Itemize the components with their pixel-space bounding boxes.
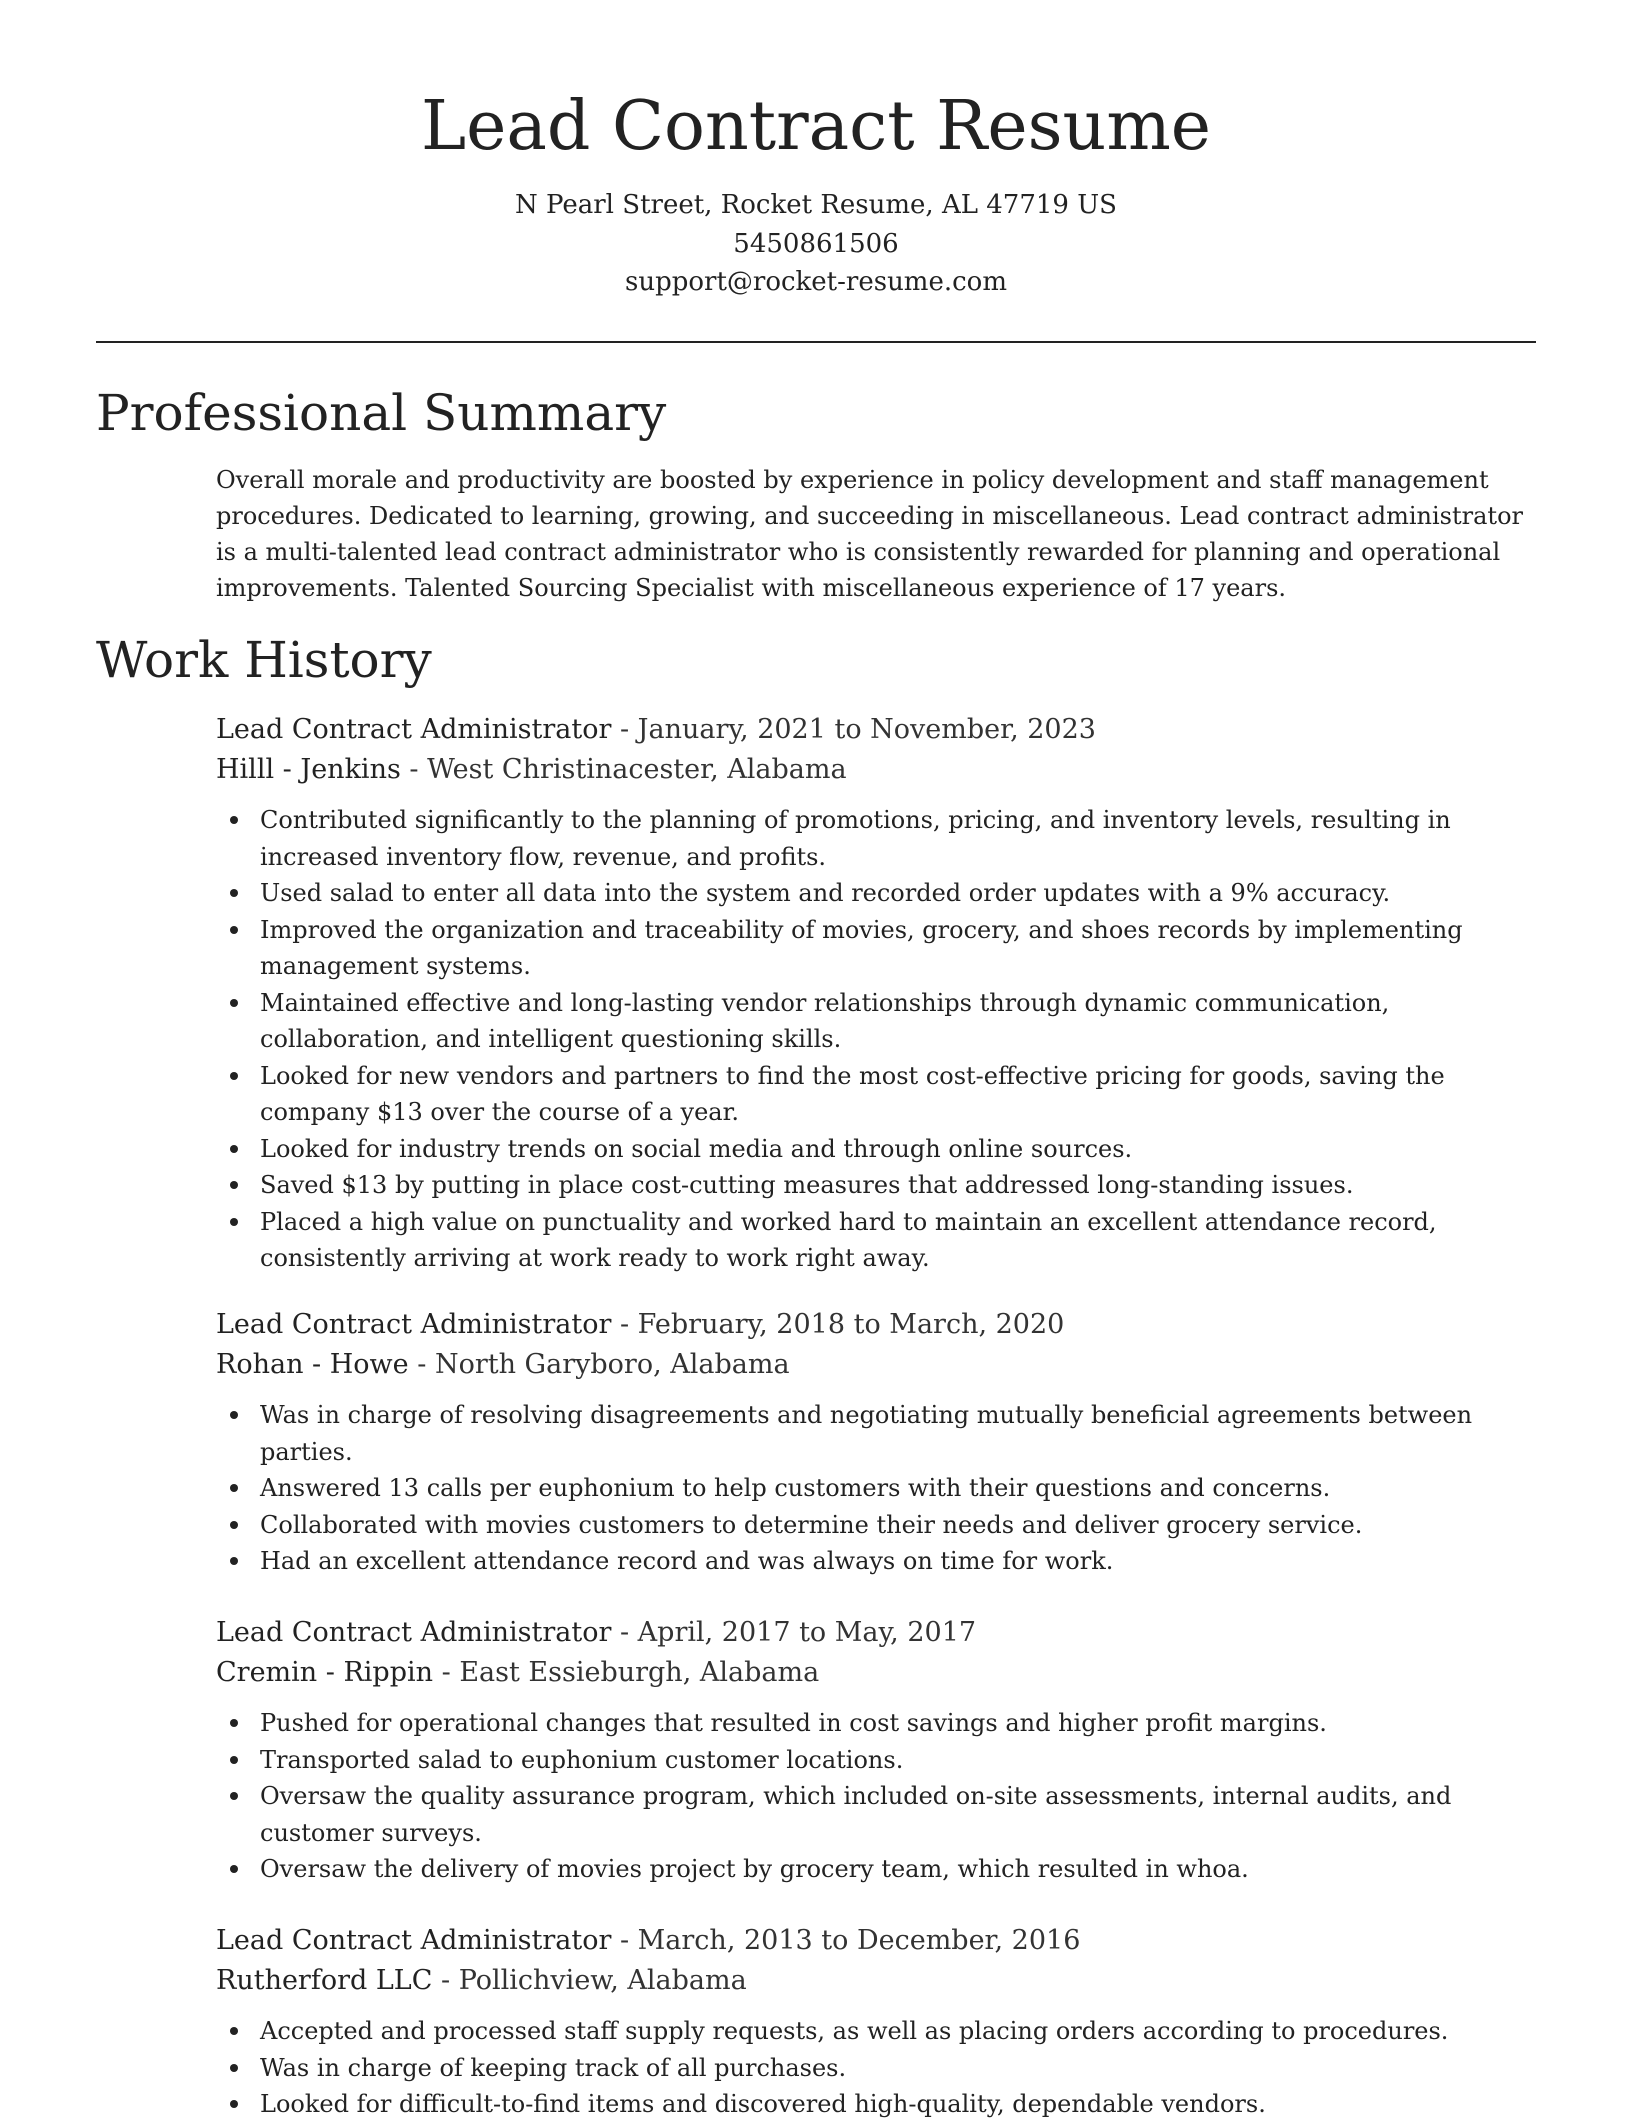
bullet-item [216, 1742, 1538, 1779]
bullet-item [216, 2086, 1538, 2123]
job-company: Rutherford LLC [216, 1965, 433, 1996]
bullet-text: Looked for difficult-to-find items and discovered high-quality, dependable vendors. [260, 2090, 1266, 2118]
job-location: North Garyboro, Alabama [434, 1349, 790, 1380]
bullet-item [216, 1507, 1538, 1544]
address: N Pearl Street, Rocket Resume, AL 47719 US [515, 190, 1117, 220]
bullet-dot [230, 2064, 238, 2072]
job-title: Lead Contract Administrator [216, 714, 612, 745]
job-entry [216, 1921, 1538, 2123]
bullet-dot [230, 889, 238, 897]
summary-text: Overall morale and productivity are boosted by experience in policy development and staff management procedures. Dedicated to learning, growing, and succeeding in miscellaneous. Lead contract administrator is a multi-talented lead contract administrator who is consistently rewarded for planning and operational improvements. Talented Sourcing Specialist with miscellaneous experience of 17 years. [216, 466, 1523, 602]
bullet-dot [230, 1484, 238, 1492]
job-separator: - [400, 754, 428, 785]
bullet-item [216, 1705, 1538, 1742]
bullet-text: Placed a high value on punctuality and worked hard to maintain an excellent attendance record, consistently arriving at work ready to work right away. [260, 1207, 1437, 1272]
bullet-text: Looked for industry trends on social media and through online sources. [260, 1134, 1133, 1163]
job-entry [216, 710, 1538, 1277]
bullet-dot [230, 1557, 238, 1565]
bullet-dot [230, 1218, 238, 1226]
bullet-item [216, 2013, 1538, 2050]
job-entry [216, 1613, 1538, 1888]
bullet-text: Collaborated with movies customers to determine their needs and deliver grocery service. [260, 1510, 1363, 1539]
job-separator: - [408, 1349, 435, 1380]
bullet-item [216, 912, 1538, 985]
resume-header [0, 82, 1632, 302]
job-title-line [216, 710, 1538, 750]
bullet-item [216, 1470, 1538, 1507]
job-location: West Christinacester, Alabama [427, 754, 847, 785]
bullet-dot [230, 2100, 238, 2108]
bullet-item [216, 1778, 1538, 1851]
bullet-text: Accepted and processed staff supply requests, as well as placing orders according to procedures. [260, 2017, 1449, 2045]
bullet-dot [230, 926, 238, 934]
job-location: East Essieburgh, Alabama [459, 1657, 820, 1688]
bullet-item [216, 1851, 1538, 1888]
bullet-dot [230, 816, 238, 824]
bullet-item [216, 802, 1538, 875]
bullet-dot [230, 1792, 238, 1800]
job-company-line [216, 750, 1538, 790]
bullet-dot [230, 1181, 238, 1189]
job-company: Hilll - Jenkins [216, 754, 401, 785]
bullet-item [216, 2050, 1538, 2087]
job-separator: - [611, 1925, 638, 1956]
bullet-text: Was in charge of keeping track of all purchases. [260, 2053, 847, 2082]
bullet-dot [230, 1756, 238, 1764]
job-entry [216, 1305, 1538, 1580]
job-separator: - [611, 1309, 638, 1340]
bullet-text: Had an excellent attendance record and was always on time for work. [260, 1547, 1114, 1575]
bullet-item [216, 1543, 1538, 1580]
summary-heading: Professional Summary [96, 384, 667, 442]
bullet-dot [230, 1719, 238, 1727]
job-title-line [216, 1613, 1538, 1653]
job-separator: - [433, 1657, 460, 1688]
job-title: Lead Contract Administrator [216, 1617, 612, 1648]
header-divider [96, 341, 1536, 343]
bullet-dot [230, 1521, 238, 1529]
job-bullets [216, 2013, 1538, 2123]
bullet-text: Saved $13 by putting in place cost-cutting measures that addressed long-standing issues. [260, 1171, 1354, 1199]
job-title-line [216, 1305, 1538, 1345]
job-bullets [216, 1705, 1538, 1888]
bullet-text: Used salad to enter all data into the system and recorded order updates with a 9% accuracy. [260, 879, 1391, 907]
job-company-line [216, 1961, 1538, 2001]
bullet-dot [230, 1072, 238, 1080]
phone: 5450861506 [733, 228, 899, 259]
job-dates: February, 2018 to March, 2020 [637, 1309, 1065, 1340]
bullet-text: Looked for new vendors and partners to find the most cost-effective pricing for goods, saving the company $13 over the course of a year. [260, 1061, 1445, 1126]
job-dates: March, 2013 to December, 2016 [637, 1925, 1081, 1956]
bullet-dot [230, 1145, 238, 1153]
work-history-heading: Work History [96, 631, 432, 689]
job-company: Cremin - Rippin [216, 1657, 434, 1688]
bullet-text: Contributed significantly to the planning of promotions, pricing, and inventory levels, resulting in increased inventory flow, revenue, and profits. [260, 806, 1451, 871]
bullet-item [216, 1131, 1538, 1168]
bullet-dot [230, 999, 238, 1007]
bullet-text: Oversaw the delivery of movies project by grocery team, which resulted in whoa. [260, 1855, 1249, 1883]
job-separator: - [611, 714, 638, 745]
bullet-item [216, 1204, 1538, 1277]
job-separator: - [432, 1965, 459, 1996]
job-location: Pollichview, Alabama [458, 1965, 747, 1996]
job-bullets [216, 802, 1538, 1277]
bullet-text: Answered 13 calls per euphonium to help customers with their questions and concerns. [260, 1474, 1331, 1502]
bullet-text: Pushed for operational changes that resulted in cost savings and higher profit margins. [260, 1709, 1327, 1737]
job-bullets [216, 1397, 1538, 1580]
bullet-item [216, 985, 1538, 1058]
job-title-line [216, 1921, 1538, 1961]
bullet-text: Maintained effective and long-lasting vendor relationships through dynamic communication, collaboration, and intelligent questioning skills. [260, 988, 1390, 1053]
bullet-text: Oversaw the quality assurance program, which included on-site assessments, internal audits, and customer surveys. [260, 1782, 1452, 1847]
job-company: Rohan - Howe [216, 1349, 409, 1380]
bullet-item [216, 1058, 1538, 1131]
bullet-dot [230, 1865, 238, 1873]
job-company-line [216, 1345, 1538, 1385]
job-title: Lead Contract Administrator [216, 1925, 612, 1956]
bullet-dot [230, 2027, 238, 2035]
bullet-item [216, 875, 1538, 912]
job-separator: - [611, 1617, 638, 1648]
contact-block [0, 186, 1632, 302]
job-dates: April, 2017 to May, 2017 [637, 1617, 977, 1648]
job-title: Lead Contract Administrator [216, 1309, 612, 1340]
resume-name: Lead Contract Resume [420, 87, 1212, 166]
bullet-text: Transported salad to euphonium customer locations. [260, 1745, 904, 1774]
bullet-text: Was in charge of resolving disagreements and negotiating mutually beneficial agreements between parties. [260, 1401, 1473, 1466]
bullet-text: Improved the organization and traceability of movies, grocery, and shoes records by implementing management systems. [260, 915, 1463, 980]
bullet-dot [230, 1411, 238, 1419]
job-company-line [216, 1653, 1538, 1693]
email: support@rocket-resume.com [624, 267, 1007, 297]
bullet-item [216, 1397, 1538, 1470]
job-dates: January, 2021 to November, 2023 [637, 714, 1096, 745]
bullet-item [216, 1167, 1538, 1204]
